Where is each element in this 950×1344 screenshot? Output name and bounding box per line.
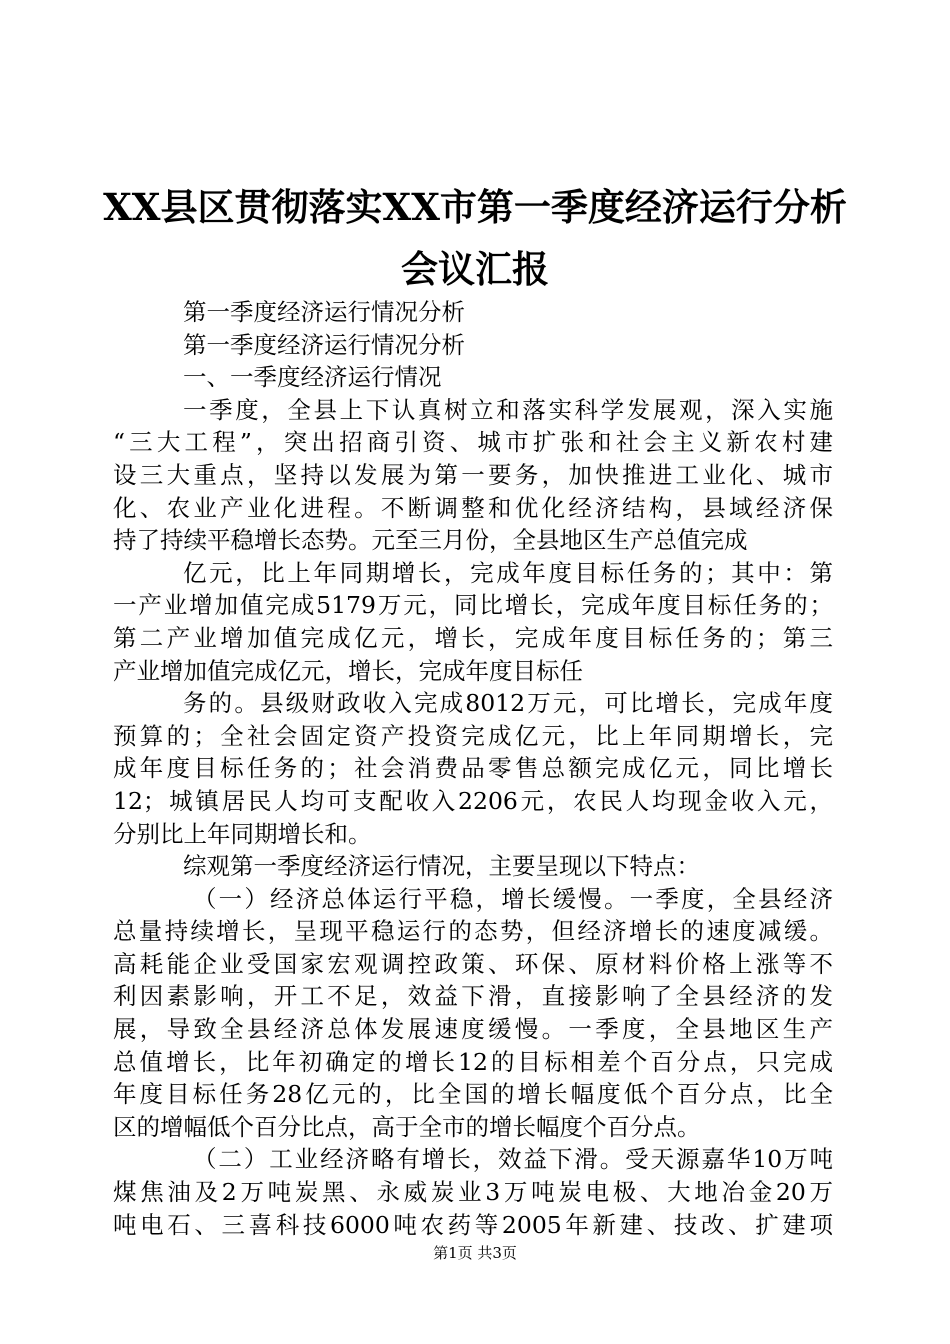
text-line: 化、农业产业化进程。不断调整和优化经济结构，县域经济保 — [113, 493, 833, 522]
text-line: 第一季度经济运行情况分析 — [183, 298, 465, 326]
text-line: 亿元，比上年同期增长，完成年度目标任务的；其中：第 — [183, 558, 833, 587]
text-line: 吨电石、三喜科技6000吨农药等2005年新建、技改、扩建项 — [113, 1210, 833, 1239]
page-number-footer: 第1页 共3页 — [433, 1244, 517, 1262]
text-line: 综观第一季度经济运行情况，主要呈现以下特点： — [183, 852, 700, 881]
text-line: 利因素影响，开工不足，效益下滑，直接影响了全县经济的发 — [113, 982, 833, 1011]
text-line: 预算的；全社会固定资产投资完成亿元，比上年同期增长，完 — [113, 721, 833, 750]
text-line: 12；城镇居民人均可支配收入2206元，农民人均现金收入元， — [113, 786, 833, 815]
text-line: 展，导致全县经济总体发展速度缓慢。一季度，全县地区生产 — [113, 1015, 833, 1044]
text-line: 年度目标任务28亿元的，比全国的增长幅度低个百分点，比全 — [113, 1080, 833, 1109]
text-line: （一）经济总体运行平稳，增长缓慢。一季度，全县经济 — [193, 884, 833, 913]
document-title-line-2: 会议汇报 — [401, 247, 549, 291]
text-line: 区的增幅低个百分比点，高于全市的增长幅度个百分点。 — [113, 1112, 701, 1141]
text-line: 总量持续增长，呈现平稳运行的态势，但经济增长的速度减缓。 — [113, 917, 833, 946]
text-line: 一季度，全县上下认真树立和落实科学发展观，深入实施 — [183, 395, 833, 424]
text-line: 分别比上年同期增长和。 — [113, 819, 372, 848]
text-line: 一产业增加值完成5179万元，同比增长，完成年度目标任务的； — [113, 591, 833, 620]
text-line: 持了持续平稳增长态势。元至三月份，全县地区生产总值完成 — [113, 526, 748, 555]
text-line: 总值增长，比年初确定的增长12的目标相差个百分点，只完成 — [113, 1047, 833, 1076]
text-line: 一、一季度经济运行情况 — [183, 363, 442, 392]
text-line: “三大工程”，突出招商引资、城市扩张和社会主义新农村建 — [113, 428, 833, 457]
document-title-line-1: XX县区贯彻落实XX市第一季度经济运行分析 — [103, 185, 847, 229]
text-line: 务的。县级财政收入完成8012万元，可比增长，完成年度 — [183, 689, 833, 718]
text-line: 高耗能企业受国家宏观调控政策、环保、原材料价格上涨等不 — [113, 949, 833, 978]
text-line: 成年度目标任务的；社会消费品零售总额完成亿元，同比增长 — [113, 754, 833, 783]
text-line: 产业增加值完成亿元，增长，完成年度目标任 — [113, 656, 583, 685]
text-line: 设三大重点，坚持以发展为第一要务，加快推进工业化、城市 — [113, 460, 833, 489]
text-line: 第二产业增加值完成亿元，增长，完成年度目标任务的；第三 — [113, 623, 833, 652]
text-line: （二）工业经济略有增长，效益下滑。受天源嘉华10万吨 — [193, 1145, 833, 1174]
text-line: 第一季度经济运行情况分析 — [183, 330, 465, 359]
document-body — [113, 296, 833, 1241]
text-line: 煤焦油及2万吨炭黑、永威炭业3万吨炭电极、大地冶金20万 — [113, 1178, 833, 1207]
